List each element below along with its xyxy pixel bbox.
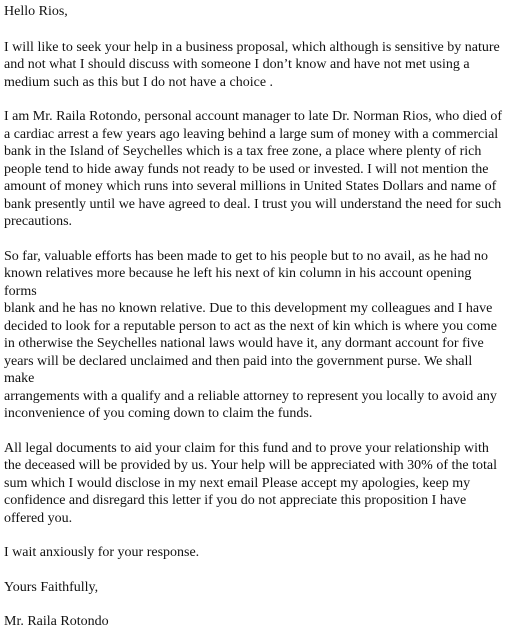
paragraph-introduction: I am Mr. Raila Rotondo, personal account manager to late Dr. Norman Rios, who died of a cardiac arrest a few years ago leaving behind a large sum of money with a commercial bank in the Island of Seychelles which is a tax free zone, a place where plenty of rich people tend to hide away funds not ready to be used or invested. I will not mention the amount of money which runs into several millions in United States Dollars and name of bank presently until we have agreed to deal. I trust you will understand the need for such precautions. — [4, 109, 503, 229]
salutation: Hello Rios, — [4, 4, 68, 19]
paragraph-documents: All legal documents to aid your claim for this fund and to prove your relationship with the deceased will be provided by us. Your help will be appreciated with 30% of the total sum which I would disclose in my next email Please accept my apologies, keep my confidence and disregard this letter if you do not appreciate this proposition I have offered you. — [4, 440, 497, 526]
paragraph-efforts: So far, valuable efforts has been made to get to his people but to no avail, as he had no known relatives more because he left his next of kin column in his account opening forms blank and he has no known relative. Due to this development my colleagues and I have decided to look for a reputable person to act as the next of kin which is where you come in otherwise the Seychelles national laws would have it, any dormant account for five years will be declared unclaimed and then paid into the government purse. We shall make arrangements with a qualify and a reliable attorney to represent you locally to avoid any inconvenience of you coming down to claim the funds. — [4, 248, 497, 421]
closing: Yours Faithfully, — [4, 579, 99, 595]
signature: Mr. Raila Rotondo — [4, 614, 109, 629]
paragraph-response: I wait anxiously for your response. — [4, 545, 200, 560]
paragraph-request: I will like to seek your help in a business proposal, which although is sensitive by nature and not what I should discuss with someone I don’t know and have not met using a medium such as this but I do not have a choice . — [4, 39, 500, 90]
